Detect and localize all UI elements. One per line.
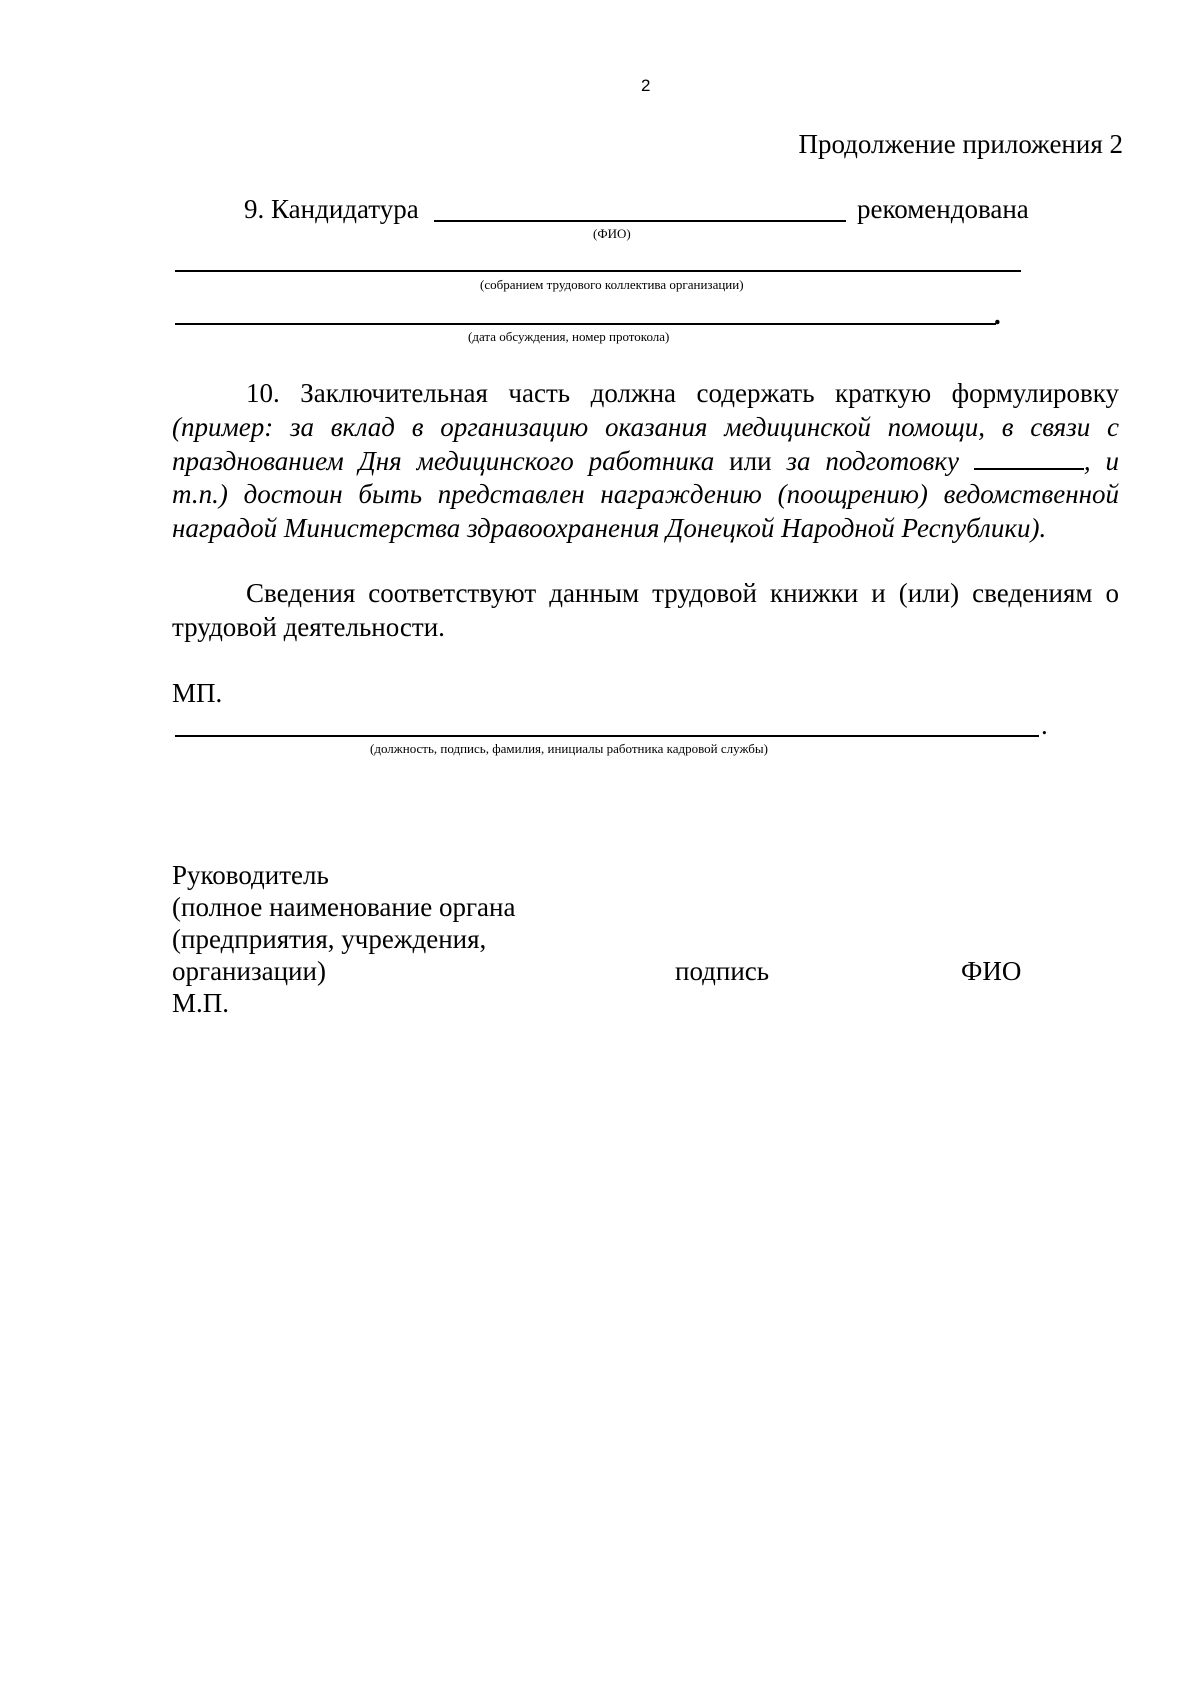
item10-line3-d: , и bbox=[1083, 446, 1120, 476]
stamp-label: М.П. bbox=[172, 988, 230, 1018]
head-title: Руководитель bbox=[172, 860, 329, 890]
item9-suffix: рекомендована bbox=[857, 194, 1029, 224]
item10-line4: т.п.) достоин быть представлен награждению (поощрению) ведомственной bbox=[172, 479, 1119, 509]
item10-line3 bbox=[172, 445, 1119, 477]
info-line2: трудовой деятельности. bbox=[172, 612, 445, 642]
collective-caption: (собранием трудового коллектива организации) bbox=[480, 277, 744, 292]
hr-caption: (должность, подпись, фамилия, инициалы работника кадровой службы) bbox=[370, 741, 768, 756]
item10-line1: 10. Заключительная часть должна содержать краткую формулировку bbox=[246, 378, 1119, 408]
item10-line3-b: или bbox=[729, 446, 772, 476]
head-org-line1: (полное наименование органа bbox=[172, 892, 516, 922]
info-line1: Сведения соответствуют данным трудовой книжки и (или) сведениям о bbox=[246, 578, 1119, 608]
mp-label: МП. bbox=[172, 678, 223, 708]
hr-signature-line bbox=[175, 735, 1039, 737]
hr-line-end: . bbox=[1041, 710, 1048, 740]
appendix-continuation: Продолжение приложения 2 bbox=[798, 129, 1123, 159]
head-org-line3: организации) bbox=[172, 956, 326, 986]
date-caption: (дата обсуждения, номер протокола) bbox=[468, 329, 670, 344]
item9-prefix: 9. Кандидатура bbox=[244, 194, 419, 224]
item10-line3-c: за подготовку bbox=[786, 446, 960, 476]
fio-label: ФИО bbox=[961, 956, 1022, 986]
signature-label: подпись bbox=[675, 956, 770, 986]
item10-line5: наградой Министерства здравоохранения Донецкой Народной Республики). bbox=[172, 513, 1047, 543]
head-org-line2: (предприятия, учреждения, bbox=[172, 924, 487, 954]
date-line bbox=[175, 323, 996, 325]
collective-line bbox=[175, 270, 1021, 272]
page-number: 2 bbox=[641, 76, 651, 95]
item10-line3-a: празднованием Дня медицинского работника bbox=[172, 446, 715, 476]
item10-line2: (пример: за вклад в организацию оказания медицинской помощи, в связи с bbox=[172, 412, 1119, 442]
date-line-end: . bbox=[994, 300, 1001, 330]
fio-line bbox=[434, 220, 846, 222]
blank-underline bbox=[974, 446, 1084, 470]
fio-caption: (ФИО) bbox=[593, 226, 631, 241]
